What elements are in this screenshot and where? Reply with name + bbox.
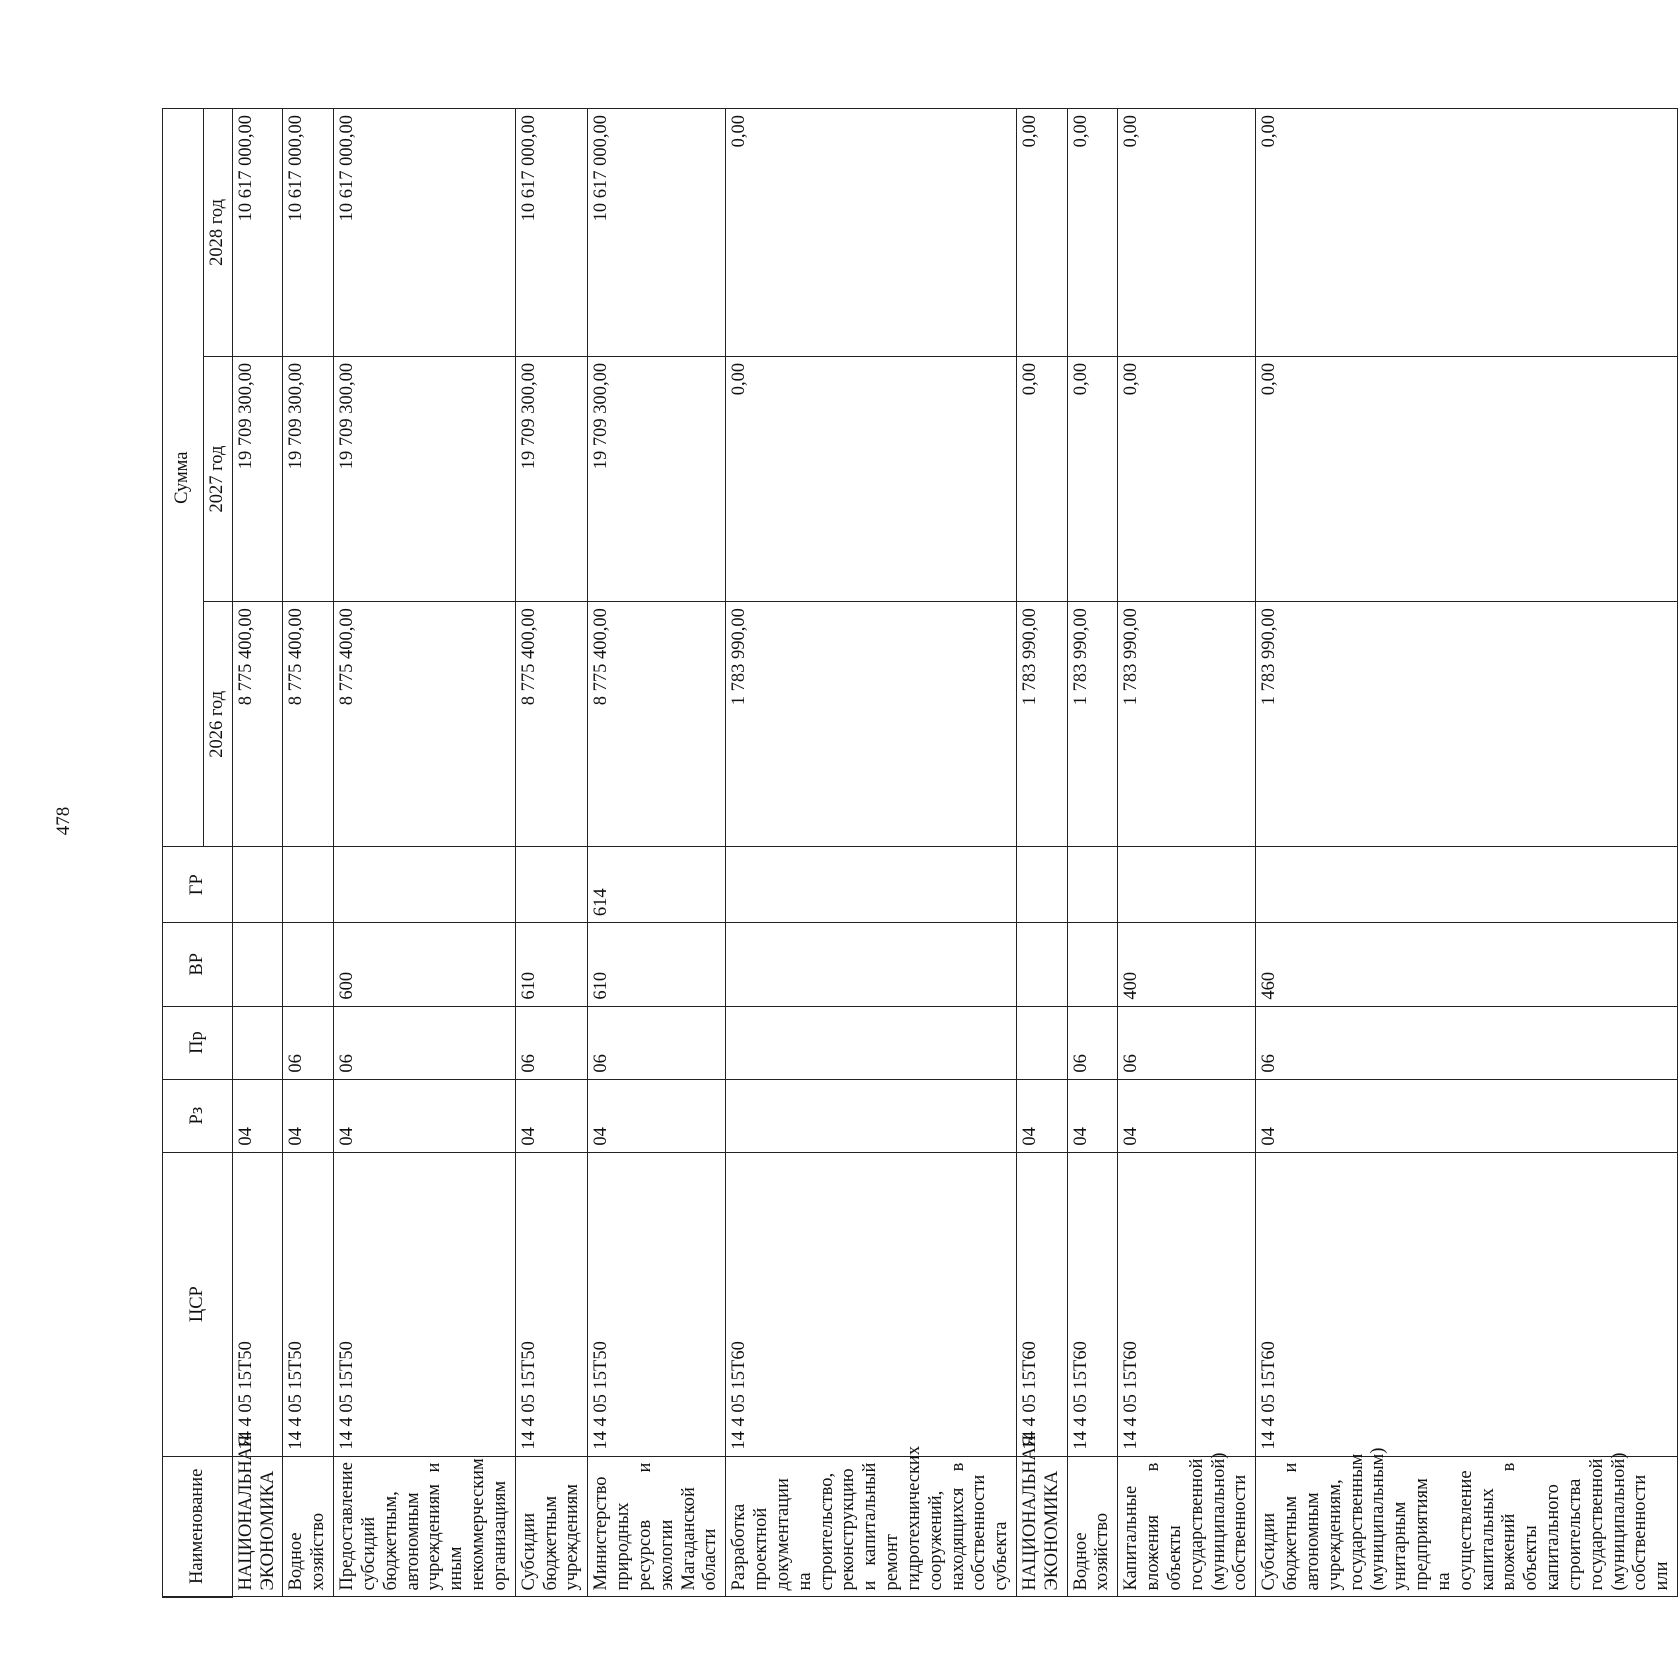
cell-2028: 10 617 000,00 (515, 109, 587, 357)
cell-csr: 14 4 05 15Т60 (726, 1152, 1017, 1456)
budget-table (162, 108, 1678, 1598)
cell-pr: 06 (283, 1006, 334, 1079)
page-number: 478 (53, 806, 74, 836)
cell-pr: 06 (334, 1006, 516, 1079)
cell-pr: 06 (1256, 1006, 1678, 1079)
cell-2028: 10 617 000,00 (588, 109, 726, 357)
cell-rz: 04 (283, 1079, 334, 1152)
header-name: Наименование (163, 1456, 233, 1597)
cell-2026: 1 783 990,00 (1016, 602, 1067, 847)
cell-rz: 04 (1256, 1079, 1678, 1152)
cell-gr (1256, 847, 1678, 923)
cell-2027: 19 709 300,00 (334, 356, 516, 601)
table-row (1256, 109, 1678, 1598)
cell-2027: 19 709 300,00 (588, 356, 726, 601)
cell-name: Субсидии бюджетным и автономным учреждениям, государственным (муниципальным) унитарным предприятиям на осуществление капитальных вложений в объекты капитального строительства государственной (муниципальной) собственности или (1256, 1456, 1678, 1597)
cell-pr: 06 (1118, 1006, 1256, 1079)
cell-pr: 06 (515, 1006, 587, 1079)
cell-2026: 1 783 990,00 (1118, 602, 1256, 847)
cell-vr (283, 923, 334, 1006)
cell-csr: 14 4 05 15Т60 (1016, 1152, 1067, 1456)
cell-csr: 14 4 05 15Т60 (1067, 1152, 1118, 1456)
cell-2026: 1 783 990,00 (726, 602, 1017, 847)
cell-pr: 06 (588, 1006, 726, 1079)
table-row (1016, 109, 1067, 1598)
cell-csr: 14 4 05 15Т50 (232, 1152, 283, 1456)
cell-name: НАЦИОНАЛЬНАЯ ЭКОНОМИКА (1016, 1456, 1067, 1597)
header-pr: Пр (163, 1006, 233, 1079)
cell-rz: 04 (588, 1079, 726, 1152)
table-body (232, 109, 1677, 1598)
cell-2026: 1 783 990,00 (1256, 602, 1678, 847)
cell-gr (1016, 847, 1067, 923)
header-row-top (163, 109, 204, 1598)
cell-2028: 0,00 (1118, 109, 1256, 357)
cell-2026: 8 775 400,00 (515, 602, 587, 847)
table-row (515, 109, 587, 1598)
cell-vr (1016, 923, 1067, 1006)
cell-vr (726, 923, 1017, 1006)
table-row (232, 109, 283, 1598)
cell-name: Разработка проектной документации на строительство, реконструкцию и капитальный ремонт гидротехнических сооружений, находящихся в собственности субъекта (726, 1456, 1017, 1597)
cell-2026: 1 783 990,00 (1067, 602, 1118, 847)
cell-vr: 600 (334, 923, 516, 1006)
cell-2028: 0,00 (1256, 109, 1678, 357)
rotated-table-container (162, 108, 1673, 1598)
cell-2028: 0,00 (1067, 109, 1118, 357)
cell-csr: 14 4 05 15Т50 (588, 1152, 726, 1456)
cell-pr (726, 1006, 1017, 1079)
table-row (283, 109, 334, 1598)
cell-2027: 0,00 (726, 356, 1017, 601)
cell-gr (232, 847, 283, 923)
header-2028: 2028 год (204, 109, 233, 357)
cell-2027: 19 709 300,00 (283, 356, 334, 601)
cell-2028: 10 617 000,00 (232, 109, 283, 357)
cell-vr: 400 (1118, 923, 1256, 1006)
cell-gr (283, 847, 334, 923)
cell-rz: 04 (1067, 1079, 1118, 1152)
cell-name: Предоставление субсидий бюджетным, автономным учреждениям и иным некоммерческим организациям (334, 1456, 516, 1597)
cell-gr: 614 (588, 847, 726, 923)
cell-rz: 04 (1118, 1079, 1256, 1152)
cell-2028: 0,00 (726, 109, 1017, 357)
table-row (1067, 109, 1118, 1598)
cell-2027: 0,00 (1118, 356, 1256, 601)
cell-name: Министерство природных ресурсов и экологии Магаданской области (588, 1456, 726, 1597)
cell-rz: 04 (515, 1079, 587, 1152)
cell-gr (1067, 847, 1118, 923)
cell-2026: 8 775 400,00 (232, 602, 283, 847)
cell-rz: 04 (334, 1079, 516, 1152)
cell-name: Капитальные вложения в объекты государственной (муниципальной) собственности (1118, 1456, 1256, 1597)
table-row (726, 109, 1017, 1598)
cell-2026: 8 775 400,00 (283, 602, 334, 847)
cell-gr (334, 847, 516, 923)
cell-vr: 610 (515, 923, 587, 1006)
cell-2027: 19 709 300,00 (232, 356, 283, 601)
header-csr: ЦСР (163, 1152, 233, 1456)
cell-pr (232, 1006, 283, 1079)
cell-vr: 460 (1256, 923, 1678, 1006)
cell-gr (726, 847, 1017, 923)
cell-csr: 14 4 05 15Т60 (1256, 1152, 1678, 1456)
cell-gr (515, 847, 587, 923)
cell-2028: 10 617 000,00 (334, 109, 516, 357)
cell-pr: 06 (1067, 1006, 1118, 1079)
header-2027: 2027 год (204, 356, 233, 601)
header-vr: ВР (163, 923, 233, 1006)
cell-name: Водное хозяйство (283, 1456, 334, 1597)
cell-csr: 14 4 05 15Т60 (1118, 1152, 1256, 1456)
table-row (1118, 109, 1256, 1598)
cell-name: Субсидии бюджетным учреждениям (515, 1456, 587, 1597)
table-row (334, 109, 516, 1598)
header-rz: Рз (163, 1079, 233, 1152)
header-sum: Сумма (163, 109, 204, 847)
cell-rz (726, 1079, 1017, 1152)
cell-vr: 610 (588, 923, 726, 1006)
cell-2027: 0,00 (1016, 356, 1067, 601)
cell-2026: 8 775 400,00 (588, 602, 726, 847)
cell-vr (1067, 923, 1118, 1006)
cell-pr (1016, 1006, 1067, 1079)
header-gr: ГР (163, 847, 233, 923)
cell-2027: 19 709 300,00 (515, 356, 587, 601)
cell-2026: 8 775 400,00 (334, 602, 516, 847)
cell-2027: 0,00 (1256, 356, 1678, 601)
cell-csr: 14 4 05 15Т50 (515, 1152, 587, 1456)
cell-2027: 0,00 (1067, 356, 1118, 601)
cell-csr: 14 4 05 15Т50 (283, 1152, 334, 1456)
cell-vr (232, 923, 283, 1006)
cell-2028: 0,00 (1016, 109, 1067, 357)
table-row (588, 109, 726, 1598)
cell-gr (1118, 847, 1256, 923)
header-2026: 2026 год (204, 602, 233, 847)
cell-rz: 04 (1016, 1079, 1067, 1152)
cell-csr: 14 4 05 15Т50 (334, 1152, 516, 1456)
cell-rz: 04 (232, 1079, 283, 1152)
cell-2028: 10 617 000,00 (283, 109, 334, 357)
cell-name: Водное хозяйство (1067, 1456, 1118, 1597)
cell-name: НАЦИОНАЛЬНАЯ ЭКОНОМИКА (232, 1456, 283, 1597)
